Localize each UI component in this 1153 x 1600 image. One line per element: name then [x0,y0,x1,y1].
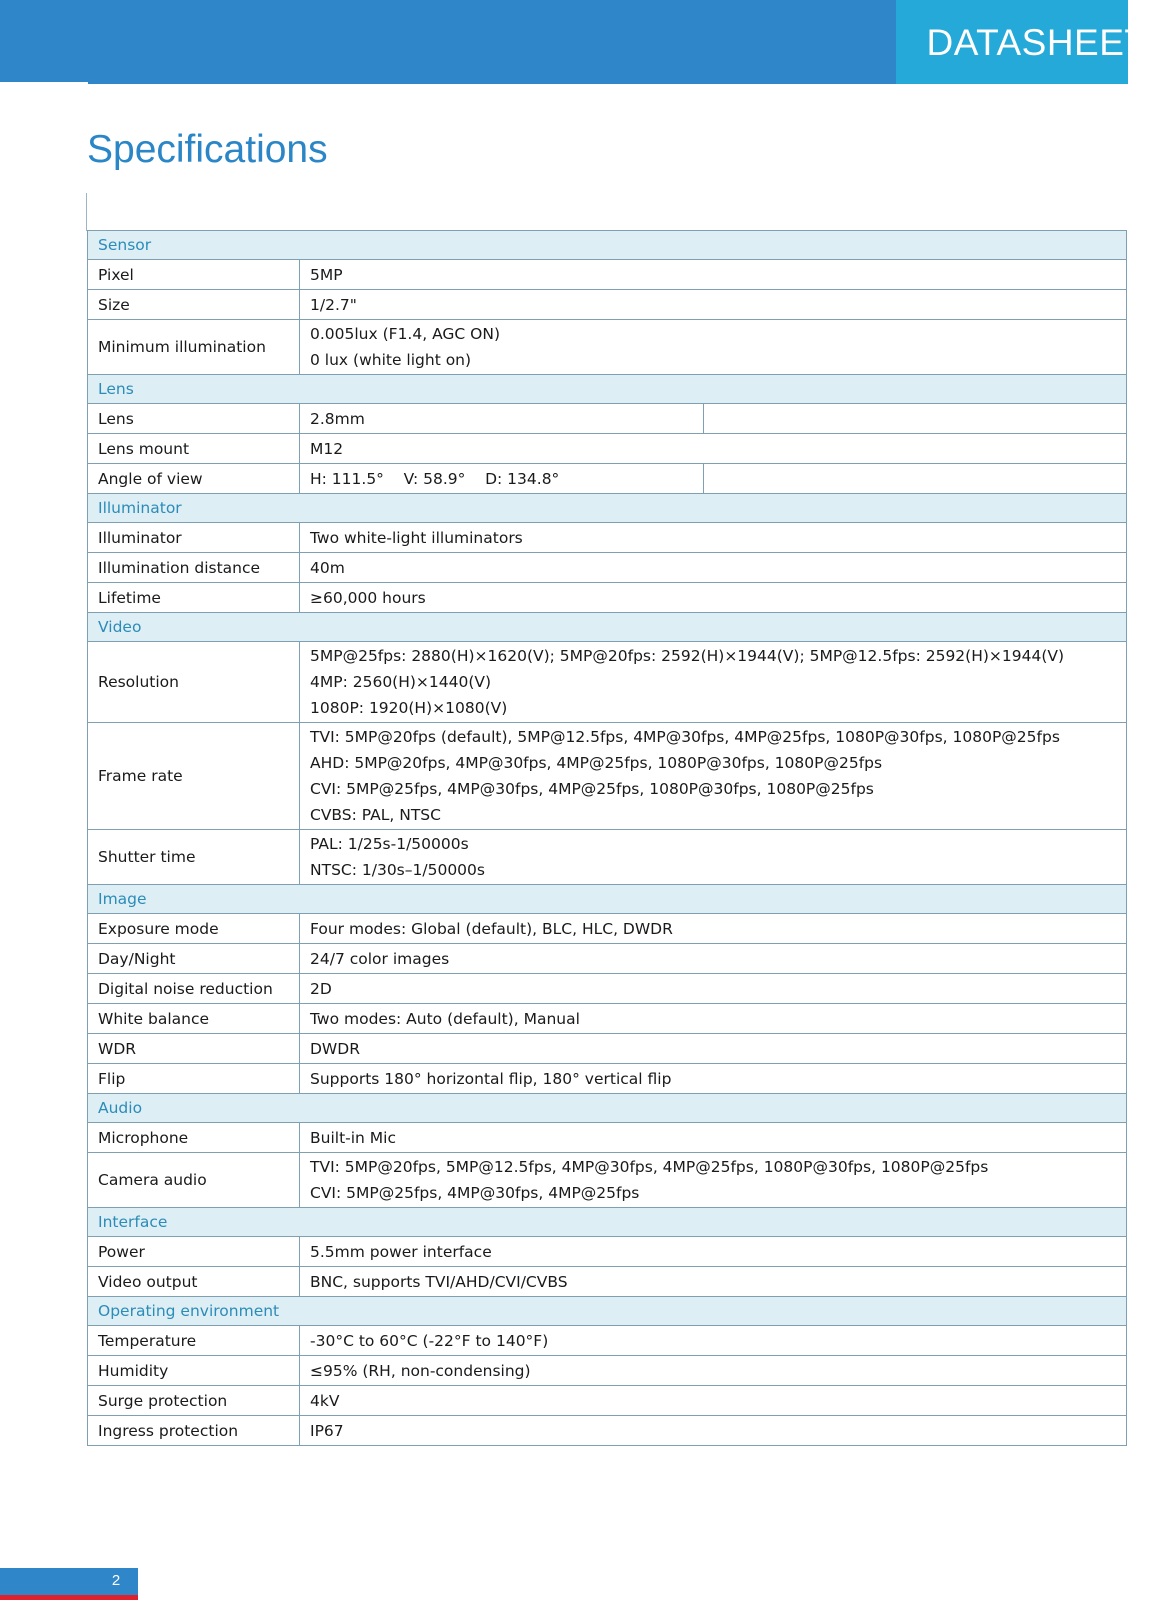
table-row [88,1004,1127,1034]
spec-label: Camera audio [88,1153,300,1208]
section-title: Interface [88,1208,1127,1237]
section-row-environment [88,1297,1127,1326]
spec-label: Humidity [88,1356,300,1386]
spec-label: Frame rate [88,723,300,830]
spec-value: Two white-light illuminators [300,523,1127,553]
spec-value [300,1153,1127,1208]
table-row [88,642,1127,723]
section-title: Illuminator [88,494,1127,523]
table-row [88,1356,1127,1386]
spec-value: H: 111.5° V: 58.9° D: 134.8° [300,464,704,494]
spec-value [300,723,1127,830]
spec-value: ≤95% (RH, non-condensing) [300,1356,1127,1386]
spec-label: Angle of view [88,464,300,494]
table-row [88,290,1127,320]
spec-value: -30°C to 60°C (-22°F to 140°F) [300,1326,1127,1356]
spec-label: Power [88,1237,300,1267]
spec-label: Lifetime [88,583,300,613]
section-row-lens [88,375,1127,404]
spec-value-line: PAL: 1/25s-1/50000s [310,835,469,853]
spec-value-line: AHD: 5MP@20fps, 4MP@30fps, 4MP@25fps, 1080P@30fps, 1080P@25fps [310,754,883,772]
spec-label: Temperature [88,1326,300,1356]
spec-label: Minimum illumination [88,320,300,375]
table-row [88,1386,1127,1416]
spec-value: 40m [300,553,1127,583]
spec-label: Ingress protection [88,1416,300,1446]
table-row [88,1267,1127,1297]
table-row [88,553,1127,583]
spec-value: DWDR [300,1034,1127,1064]
header-notch [0,82,88,84]
spec-value-line: 1080P: 1920(H)×1080(V) [310,699,508,717]
spec-label: Video output [88,1267,300,1297]
table-row [88,1064,1127,1094]
section-row-audio [88,1094,1127,1123]
spec-value-empty [704,404,1127,434]
spec-value-line: CVBS: PAL, NTSC [310,806,441,824]
section-row-sensor [88,231,1127,260]
section-title: Image [88,885,1127,914]
spec-value: Four modes: Global (default), BLC, HLC, DWDR [300,914,1127,944]
section-row-video [88,613,1127,642]
spec-label: Digital noise reduction [88,974,300,1004]
spec-value: 24/7 color images [300,944,1127,974]
spec-value: 5MP [300,260,1127,290]
table-row [88,434,1127,464]
table-row [88,1123,1127,1153]
spec-label: Lens [88,404,300,434]
spec-value [300,320,1127,375]
spec-value-line: CVI: 5MP@25fps, 4MP@30fps, 4MP@25fps [310,1184,640,1202]
spec-value-line: 4MP: 2560(H)×1440(V) [310,673,492,691]
page-number: 2 [111,1572,121,1589]
spec-label: Lens mount [88,434,300,464]
table-row [88,404,1127,434]
section-title: Video [88,613,1127,642]
spec-label: Surge protection [88,1386,300,1416]
table-row [88,723,1127,830]
spec-label: WDR [88,1034,300,1064]
footer-red-stripe [0,1595,138,1600]
spec-value: 2D [300,974,1127,1004]
spec-value: 5.5mm power interface [300,1237,1127,1267]
spec-value: M12 [300,434,1127,464]
table-row [88,260,1127,290]
section-title: Lens [88,375,1127,404]
spec-label: Illumination distance [88,553,300,583]
table-row [88,1326,1127,1356]
spec-value: 4kV [300,1386,1127,1416]
section-title: Sensor [88,231,1127,260]
section-title: Audio [88,1094,1127,1123]
table-row [88,974,1127,1004]
table-row [88,1237,1127,1267]
spec-label: Pixel [88,260,300,290]
spec-value-line: NTSC: 1/30s–1/50000s [310,861,485,879]
spec-value-empty [704,464,1127,494]
page-title: Specifications [87,128,328,171]
spec-value: Supports 180° horizontal flip, 180° vertical flip [300,1064,1127,1094]
section-row-interface [88,1208,1127,1237]
margin-rule [86,193,87,231]
table-row [88,1153,1127,1208]
table-row [88,523,1127,553]
spec-label: Exposure mode [88,914,300,944]
spec-label: Shutter time [88,830,300,885]
spec-label: Day/Night [88,944,300,974]
spec-value-line: 0 lux (white light on) [310,351,472,369]
table-row [88,944,1127,974]
datasheet-label: DATASHEET [926,22,1148,63]
spec-label: Resolution [88,642,300,723]
spec-value-line: 0.005lux (F1.4, AGC ON) [310,325,501,343]
spec-value [300,642,1127,723]
spec-value: BNC, supports TVI/AHD/CVI/CVBS [300,1267,1127,1297]
spec-value-line: TVI: 5MP@20fps (default), 5MP@12.5fps, 4MP@30fps, 4MP@25fps, 1080P@30fps, 1080P@25fps [310,728,1060,746]
table-row [88,583,1127,613]
spec-label: Size [88,290,300,320]
spec-value-line: TVI: 5MP@20fps, 5MP@12.5fps, 4MP@30fps, 4MP@25fps, 1080P@30fps, 1080P@25fps [310,1158,989,1176]
section-title: Operating environment [88,1297,1127,1326]
table-row [88,914,1127,944]
spec-value: ≥60,000 hours [300,583,1127,613]
spec-label: Illuminator [88,523,300,553]
spec-label: Microphone [88,1123,300,1153]
table-row [88,320,1127,375]
section-row-image [88,885,1127,914]
spec-value [300,830,1127,885]
spec-value: 2.8mm [300,404,704,434]
spec-value: 1/2.7" [300,290,1127,320]
table-row [88,464,1127,494]
table-row [88,1034,1127,1064]
table-row [88,830,1127,885]
spec-value-line: CVI: 5MP@25fps, 4MP@30fps, 4MP@25fps, 1080P@30fps, 1080P@25fps [310,780,874,798]
table-row [88,1416,1127,1446]
spec-value: Built-in Mic [300,1123,1127,1153]
spec-label: White balance [88,1004,300,1034]
section-row-illuminator [88,494,1127,523]
spec-label: Flip [88,1064,300,1094]
spec-value-line: 5MP@25fps: 2880(H)×1620(V); 5MP@20fps: 2592(H)×1944(V); 5MP@12.5fps: 2592(H)×1944(V) [310,647,1065,665]
spec-value: Two modes: Auto (default), Manual [300,1004,1127,1034]
spec-value: IP67 [300,1416,1127,1446]
spec-table [87,230,1127,1446]
